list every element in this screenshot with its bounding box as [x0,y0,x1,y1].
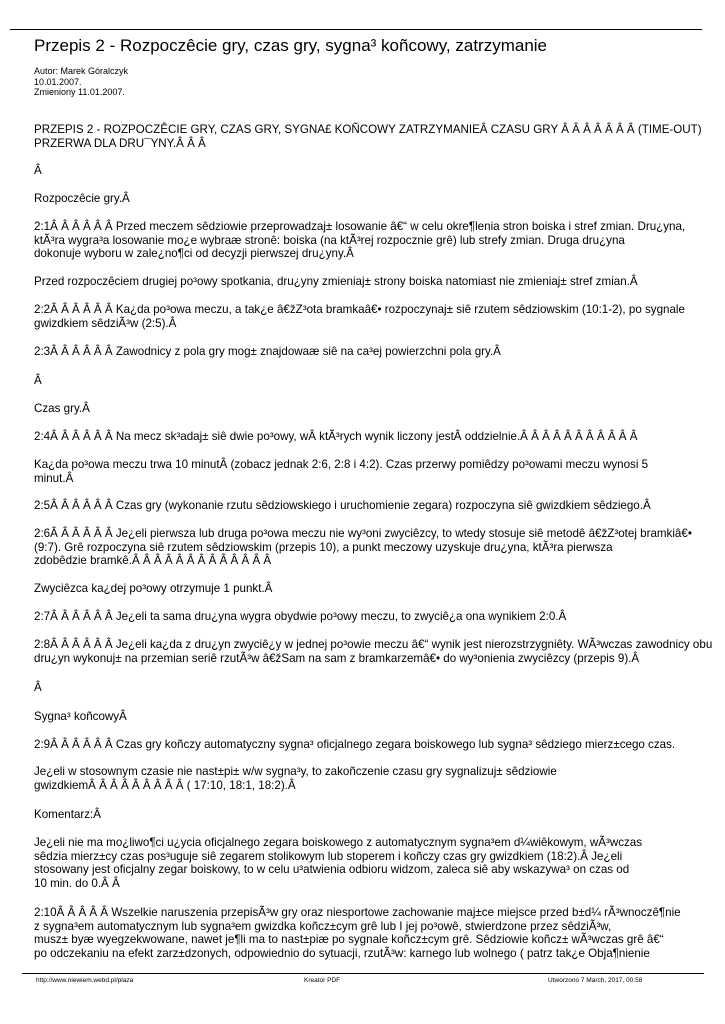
paragraph-line: Â [34,681,42,694]
paragraph-line: Przed rozpoczêciem drugiej po³owy spotkania, dru¿yny zmieniaj± strony boiska natomiast nie zmieniaj± stref zmian.Â [34,275,638,288]
footer-creator: Kreator PDF [304,977,341,984]
footer-url: http://www.niewiem.webd.pl/plaza [36,977,134,984]
paragraph-line: dokonuje wyboru w zale¿no¶ci od decyzji pierwszej dru¿yny.Â [34,247,354,261]
paragraph-line: Â [34,164,42,177]
paragraph [34,220,685,261]
paragraph [34,527,692,568]
paragraph [34,499,651,513]
paragraph [34,582,272,596]
paragraph-line: Czas gry.Â [34,402,90,415]
paragraph-line: gwizdkiemÂ Â Â Â Â Â Â Â Â ( 17:10, 18:1, 18:2).Â [34,778,296,792]
paragraph-line: 2:9Â Â Â Â Â Â Czas gry koñczy automatyczny sygna³ oficjalnego zegara boiskowego lub sygna³ sêdziego mierz±cego czas. [34,738,676,751]
paragraph-line: Ka¿da po³owa meczu trwa 10 minutÂ (zobacz jednak 2:6, 2:8 i 4:2). Czas przerwy pomiêdzy po³owami meczu wynosi 5 [34,458,649,471]
paragraph-line: 2:5Â Â Â Â Â Â Czas gry (wykonanie rzutu sêdziowskiego i uruchomienie zegara) rozpoczyna siê gwizdkiem sêdziego.Â [34,499,651,512]
date-line: 10.01.2007. [34,76,82,87]
paragraph-line: Je¿eli nie ma mo¿liwo¶ci u¿ycia oficjalnego zegara boiskowego z automatycznym sygna³em d¼wiêkowym, wÃ³wczas [34,836,643,849]
paragraph-line: 2:2Â Â Â Â Â Â Ka¿da po³owa meczu, a tak¿e â€žZ³ota bramkaâ€• rozpoczynaj± siê rzutem sêdziowskim (10:1-2), po sygnale [34,303,685,316]
paragraph-line: gwizdkiem sêdziÃ³w (2:5).Â [34,316,177,330]
paragraph-line: ktÃ³ra wygra³a losowanie mo¿e wybraæ stronê: boiska (na ktÃ³rej rozpocznie grê) lub strefy zmian. Druga dru¿yna [34,233,625,247]
paragraph-line: Komentarz:Â [34,808,102,821]
paragraph-line: 2:8Â Â Â Â Â Â Je¿eli ka¿da z dru¿yn zwyciê¿y w jednej po³owie meczu â€“ wynik jest nierozstrzygniêty. WÃ³wczas zawodnicy obu [34,638,713,651]
paragraph-line: Zwyciêzca ka¿dej po³owy otrzymuje 1 punkt.Â [34,582,273,595]
paragraph [34,123,702,150]
paragraph-line: PRZERWA DLA DRU¯YNY.Â Â Â [34,136,206,150]
paragraph-line: 2:10Â Â Â Â Â Wszelkie naruszenia przepisÃ³w gry oraz niesportowe zachowanie maj±ce miejsce przed b±d¼ rÃ³wnoczê¶nie [34,906,681,919]
paragraph [34,681,42,695]
footer-rule [22,973,704,974]
paragraph [34,164,42,178]
paragraph-line: zdobêdzie bramkê.Â Â Â Â Â Â Â Â Â Â Â Â Â [34,554,272,568]
modified-line: Zmieniony 11.01.2007. [34,87,125,97]
paragraph [34,765,557,792]
paragraph [34,738,675,752]
paragraph [34,345,501,359]
paragraph-line: minut.Â [34,471,74,485]
paragraph [34,638,712,665]
paragraph [34,192,130,206]
paragraph [34,906,681,960]
document-title: Przepis 2 - Rozpoczêcie gry, czas gry, sygna³ koñcowy, zatrzymanie [34,36,548,55]
paragraph-line: 2:3Â Â Â Â Â Â Zawodnicy z pola gry mog± znajdowaæ siê na ca³ej powierzchni pola gry.Â [34,345,501,358]
paragraph [34,275,638,289]
paragraph-line: Â [34,374,42,387]
paragraph-line: 2:6Â Â Â Â Â Â Je¿eli pierwsza lub druga po³owa meczu nie wy³oni zwyciêzcy, to wtedy stosuje siê metodê â€žZ³otej bramkiâ€• [34,527,692,540]
paragraph [34,303,685,330]
paragraph [34,402,90,416]
paragraph-line: Je¿eli w stosownym czasie nie nast±pi± w/w sygna³y, to zakoñczenie czasu gry sygnalizuj± sêdziowie [34,765,557,778]
document-body [34,0,725,970]
paragraph-line: po odczekaniu na efekt zarz±dzonych, odpowiednio do sytuacji, rzutÃ³w: karnego lub wolnego ( patrz tak¿e Obja¶nienie [34,946,650,960]
paragraph-line: sêdzia mierz±cy czas pos³uguje siê zegarem stolikowym lub stoperem i koñczy czas gry gwizdkiem (18:2).Â Je¿eli [34,849,623,863]
paragraph-line: PRZEPIS 2 - ROZPOCZÊCIE GRY, CZAS GRY, SYGNA£ KOÑCOWY ZATRZYMANIEÂ CZASU GRY Â Â Â Â Â Â Â (TIME-OUT) [34,123,702,136]
author-line: Autor: Marek Góralczyk [34,66,129,76]
paragraph-line: (9:7). Grê rozpoczyna siê rzutem sêdziowskim (przepis 10), a punkt meczowy uzyskuje dru¿yna, ktÃ³ra pierwsza [34,540,613,554]
paragraph-line: 2:4Â Â Â Â Â Â Na mecz sk³adaj± siê dwie po³owy, wÂ ktÃ³rych wynik liczony jestÂ oddzielnie.Â Â Â Â Â Â Â Â Â Â Â [34,430,638,443]
footer-created-date: Utworzono 7 March, 2017, 00:58 [548,977,643,984]
paragraph-line: Rozpoczêcie gry.Â [34,192,130,205]
paragraph-line: stosowany jest oficjalny zegar boiskowy, to w celu u³atwienia odbioru widzom, zaleca siê aby wskazywa³ on czas od [34,863,630,877]
paragraph [34,374,42,388]
paragraph-line: musz± byæ wyegzekwowane, nawet je¶li ma to nast±piæ po sygnale koñcz±cym grê. Sêdziowie koñcz± wÃ³wczas grê â€“ [34,933,664,947]
paragraph [34,710,127,724]
paragraph [34,430,637,444]
paragraph-line: 2:1Â Â Â Â Â Â Przed meczem sêdziowie przeprowadzaj± losowanie â€“ w celu okre¶lenia stron boiska i stref zmian. Dru¿yna, [34,220,686,233]
paragraph [34,458,648,485]
paragraph-line: z sygna³em automatycznym lub sygna³em gwizdka koñcz±cym grê lub I jej po³owê, stwierdzone przez sêdziÃ³w, [34,919,612,933]
paragraph-line: 10 min. do 0.Â Â [34,876,120,890]
paragraph-line: 2:7Â Â Â Â Â Â Je¿eli ta sama dru¿yna wygra obydwie po³owy meczu, to zwyciê¿a ona wynikiem 2:0.Â [34,610,567,623]
paragraph-line: dru¿yn wykonuj± na przemian seriê rzutÃ³w â€žSam na sam z bramkarzemâ€• do wy³onienia zwyciêzcy (przepis 9).Â [34,651,640,665]
paragraph [34,836,642,890]
paragraph [34,610,566,624]
paragraph-line: Sygna³ koñcowyÂ [34,710,127,723]
paragraph [34,808,101,822]
